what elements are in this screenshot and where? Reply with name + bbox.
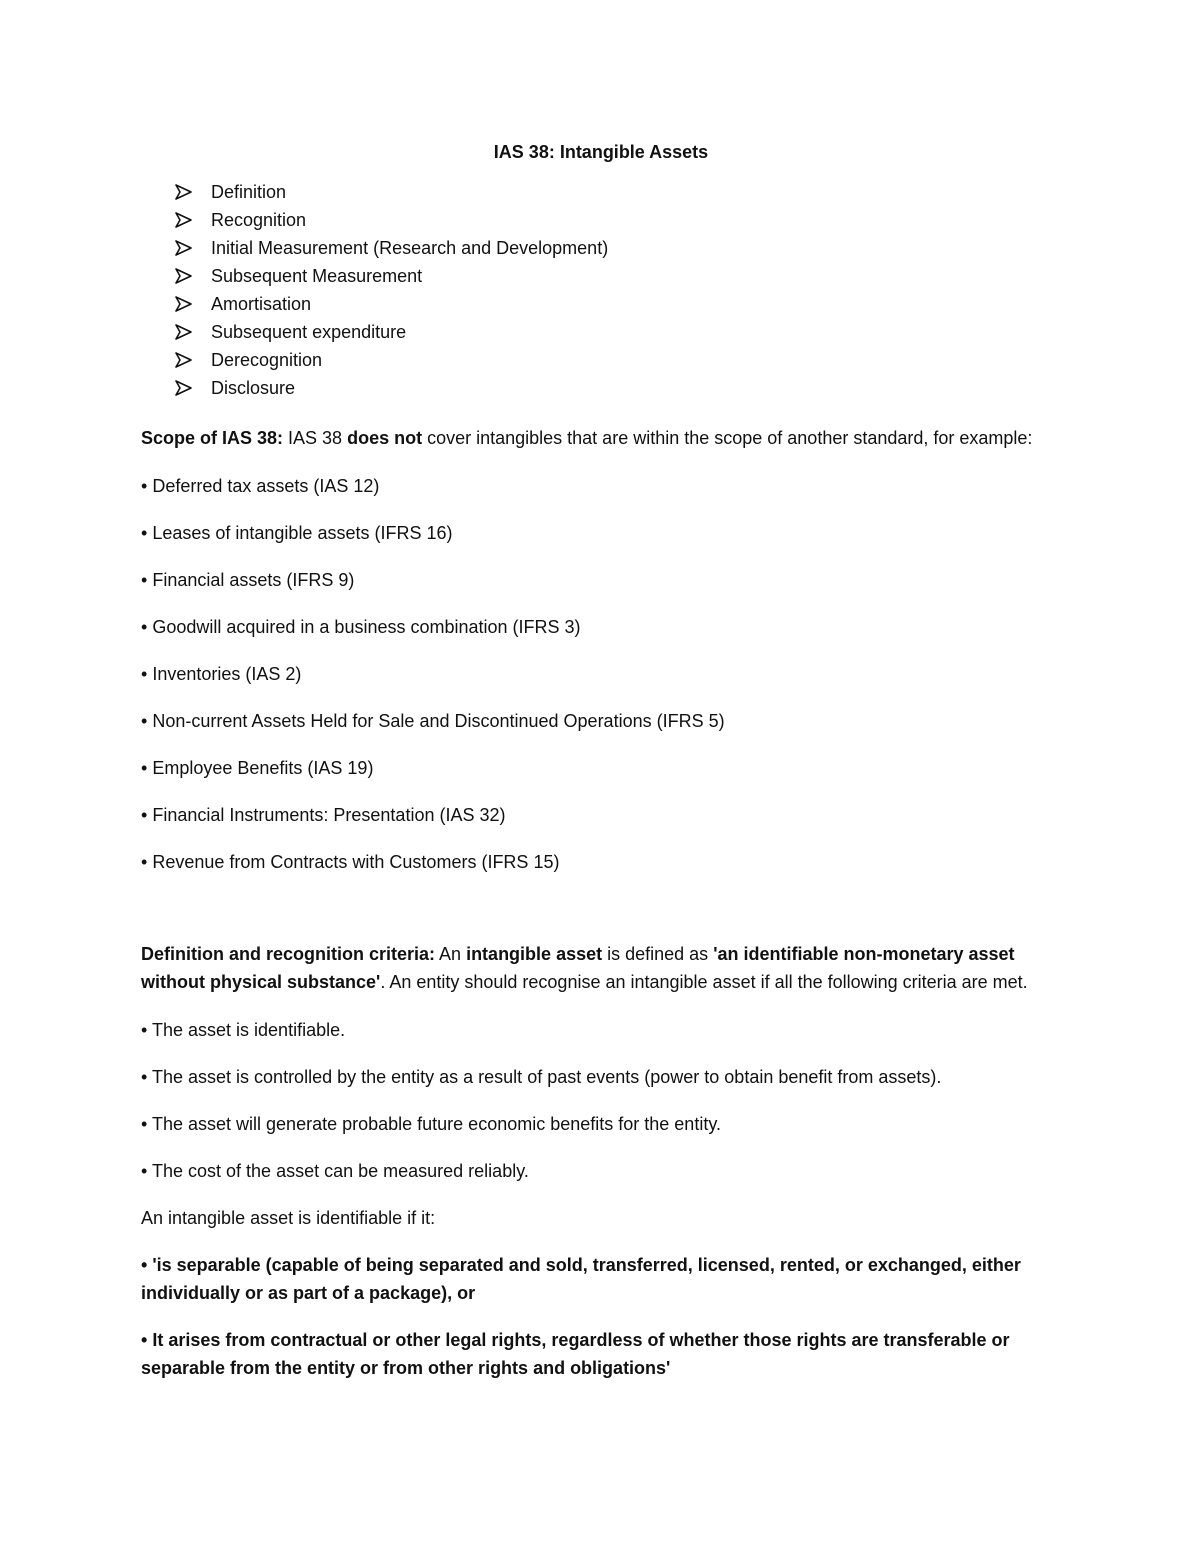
bullet-icon: • (141, 852, 148, 872)
scope-emphasis: does not (347, 428, 423, 448)
topic-label: Subsequent Measurement (211, 266, 423, 286)
list-item (141, 374, 1061, 402)
list-item (141, 848, 1061, 876)
section-spacer (141, 895, 1061, 940)
arrow-bullet-icon (174, 318, 194, 346)
list-item (141, 290, 1061, 318)
bullet-icon: • (141, 1255, 148, 1275)
list-item (141, 519, 1061, 547)
list-item (141, 1157, 1061, 1185)
document-content (141, 140, 1061, 1401)
definition-text: . An entity should recognise an intangible asset if all the following criteria are met. (380, 972, 1028, 992)
definition-paragraph (141, 940, 1061, 996)
list-item (141, 1110, 1061, 1138)
arrow-bullet-icon (174, 234, 194, 262)
arrow-bullet-icon (174, 290, 194, 318)
topic-label: Amortisation (211, 294, 312, 314)
bullet-icon: • (141, 758, 148, 778)
scope-item: Deferred tax assets (IAS 12) (152, 476, 380, 496)
bullet-icon: • (141, 1330, 148, 1350)
bullet-icon: • (141, 1114, 148, 1134)
identifiable-item: It arises from contractual or other legal rights, regardless of whether those rights are transferable or separable from the entity or from other rights and obligations' (141, 1330, 1010, 1378)
scope-heading: Scope of IAS 38: (141, 428, 284, 448)
criteria-item: The cost of the asset can be measured reliably. (152, 1161, 529, 1181)
scope-item: Employee Benefits (IAS 19) (152, 758, 374, 778)
bullet-icon: • (141, 805, 148, 825)
criteria-item: The asset is identifiable. (152, 1020, 346, 1040)
bullet-icon: • (141, 617, 148, 637)
scope-item: Revenue from Contracts with Customers (IFRS 15) (152, 852, 560, 872)
list-item (141, 660, 1061, 688)
identifiable-item: 'is separable (capable of being separated and sold, transferred, licensed, rented, or exchanged, either individually or as part of a package), or (141, 1255, 1021, 1303)
scope-item: Leases of intangible assets (IFRS 16) (152, 523, 453, 543)
identifiable-intro: An intangible asset is identifiable if it: (141, 1208, 436, 1228)
list-item (141, 801, 1061, 829)
bullet-icon: • (141, 570, 148, 590)
list-item (141, 262, 1061, 290)
bullet-icon: • (141, 711, 148, 731)
scope-item: Financial assets (IFRS 9) (152, 570, 355, 590)
bullet-icon: • (141, 523, 148, 543)
list-item (141, 1063, 1061, 1091)
list-item (141, 178, 1061, 206)
scope-paragraph (141, 424, 1061, 452)
list-item (141, 1251, 1061, 1307)
scope-item: Inventories (IAS 2) (152, 664, 302, 684)
arrow-bullet-icon (174, 346, 194, 374)
bullet-icon: • (141, 1067, 148, 1087)
arrow-bullet-icon (174, 206, 194, 234)
document-title: IAS 38: Intangible Assets (493, 142, 709, 162)
bullet-icon: • (141, 1161, 148, 1181)
bullet-icon: • (141, 476, 148, 496)
list-item (141, 754, 1061, 782)
scope-item: Goodwill acquired in a business combination (IFRS 3) (152, 617, 581, 637)
definition-quote: 'an identifiable non-monetary asset without physical substance' (141, 944, 1015, 992)
list-item (141, 1326, 1061, 1382)
arrow-bullet-icon (174, 374, 194, 402)
scope-text: cover intangibles that are within the scope of another standard, for example: (422, 428, 1033, 448)
criteria-item: The asset will generate probable future economic benefits for the entity. (152, 1114, 721, 1134)
topics-list (141, 178, 1061, 402)
list-item (141, 566, 1061, 594)
topic-label: Derecognition (211, 350, 323, 370)
definition-term: intangible asset (466, 944, 603, 964)
scope-item: Non-current Assets Held for Sale and Discontinued Operations (IFRS 5) (152, 711, 725, 731)
scope-item: Financial Instruments: Presentation (IAS 32) (152, 805, 506, 825)
topic-label: Definition (211, 182, 287, 202)
list-item (141, 707, 1061, 735)
criteria-item: The asset is controlled by the entity as a result of past events (power to obtain benefit from assets). (152, 1067, 942, 1087)
list-item (141, 613, 1061, 641)
definition-text: is defined as (602, 944, 714, 964)
list-item (141, 346, 1061, 374)
topic-label: Initial Measurement (Research and Development) (211, 238, 609, 258)
bullet-icon: • (141, 1020, 148, 1040)
list-item (141, 206, 1061, 234)
arrow-bullet-icon (174, 178, 194, 206)
list-item (141, 318, 1061, 346)
list-item (141, 472, 1061, 500)
scope-text: IAS 38 (283, 428, 348, 448)
topic-label: Subsequent expenditure (211, 322, 407, 342)
definition-text: An (435, 944, 467, 964)
arrow-bullet-icon (174, 262, 194, 290)
definition-heading: Definition and recognition criteria: (141, 944, 436, 964)
list-item (141, 1016, 1061, 1044)
topic-label: Disclosure (211, 378, 296, 398)
list-item (141, 234, 1061, 262)
topic-label: Recognition (211, 210, 307, 230)
bullet-icon: • (141, 664, 148, 684)
